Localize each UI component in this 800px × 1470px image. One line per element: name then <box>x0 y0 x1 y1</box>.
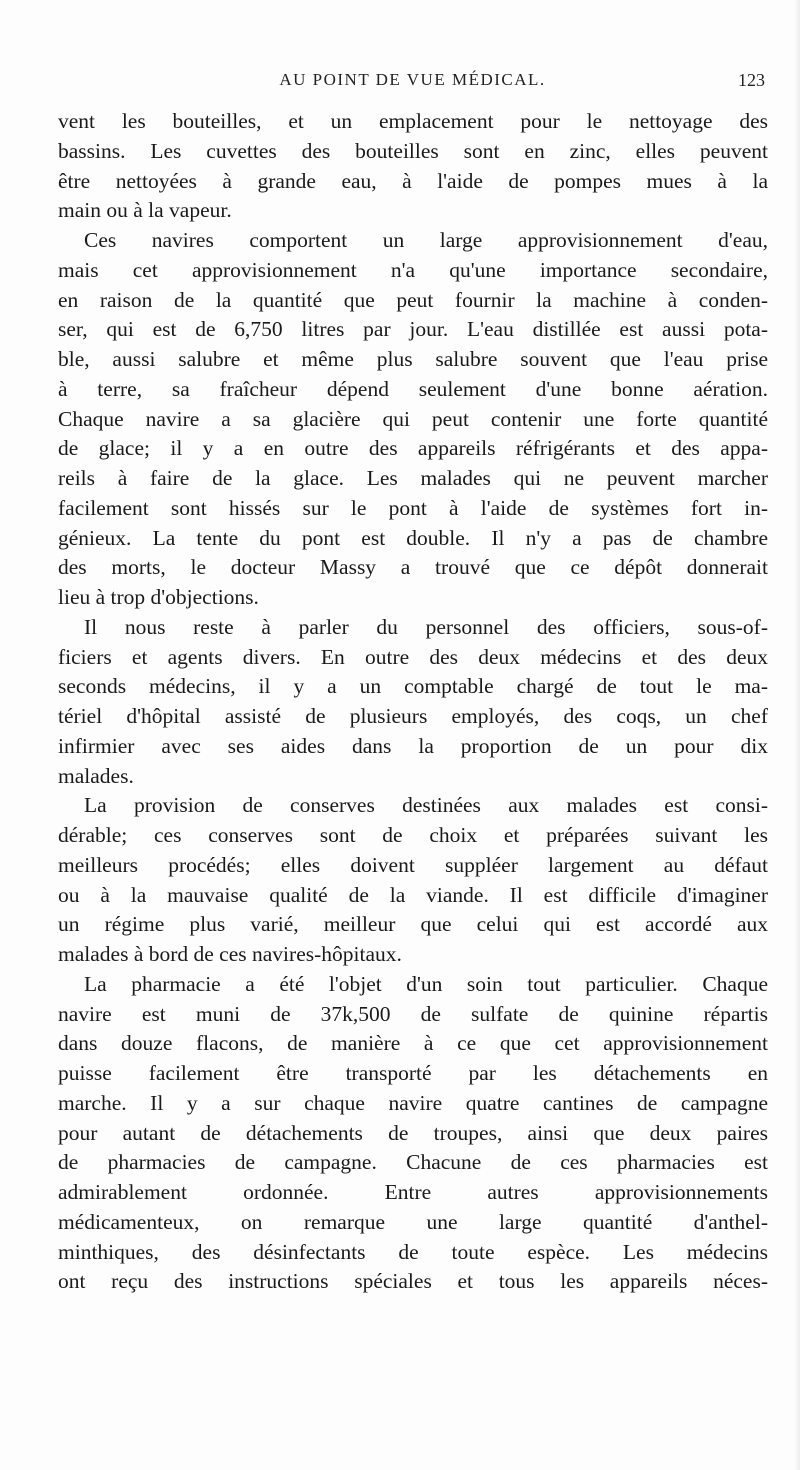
text-line: dérable; ces conserves sont de choix et préparées suivant les <box>58 823 768 847</box>
text-line: bassins. Les cuvettes des bouteilles sont en zinc, elles peuvent <box>58 138 768 163</box>
text-line: puisse facilement être transporté par les détachements en <box>58 1061 768 1085</box>
text-line: à terre, sa fraîcheur dépend seulement d'une bonne aération. <box>58 376 768 401</box>
text-line: La provision de conserves destinées aux malades est consi- <box>84 793 768 818</box>
text-line: Ces navires comportent un large approvisionnement d'eau, <box>84 228 768 252</box>
text-line: reils à faire de la glace. Les malades qui ne peuvent marcher <box>58 466 768 490</box>
text-line: de pharmacies de campagne. Chacune de ces pharmacies est <box>58 1150 768 1175</box>
text-line: La pharmacie a été l'objet d'un soin tout particulier. Chaque <box>84 971 768 996</box>
page-number: 123 <box>738 70 765 90</box>
text-line: Chaque navire a sa glacière qui peut contenir une forte quantité <box>58 406 768 431</box>
body-text <box>58 107 768 1297</box>
text-line: meilleurs procédés; elles doivent suppléer largement au défaut <box>58 852 768 877</box>
text-line: infirmier avec ses aides dans la proportion de un pour dix <box>58 733 768 758</box>
text-line: main ou à la vapeur. <box>58 198 232 223</box>
text-line: facilement sont hissés sur le pont à l'aide de systèmes fort in- <box>58 495 768 520</box>
text-line: malades. <box>58 763 134 788</box>
text-line: minthiques, des désinfectants de toute espèce. Les médecins <box>58 1239 768 1264</box>
text-line: pour autant de détachements de troupes, ainsi que deux paires <box>58 1120 768 1145</box>
text-line: médicamenteux, on remarque une large quantité d'anthel- <box>58 1209 768 1234</box>
text-line: un régime plus varié, meilleur que celui qui est accordé aux <box>58 912 768 937</box>
text-line: de glace; il y a en outre des appareils réfrigérants et des appa- <box>58 436 768 461</box>
text-line: vent les bouteilles, et un emplacement pour le nettoyage des <box>58 109 768 133</box>
text-line: mais cet approvisionnement n'a qu'une importance secondaire, <box>58 257 768 282</box>
text-line: dans douze flacons, de manière à ce que cet approvisionnement <box>58 1031 768 1056</box>
text-line: être nettoyées à grande eau, à l'aide de pompes mues à la <box>58 168 768 193</box>
page-edge-shadow <box>794 0 800 1470</box>
text-line: tériel d'hôpital assisté de plusieurs employés, des coqs, un chef <box>58 704 768 728</box>
text-line: génieux. La tente du pont est double. Il n'y a pas de chambre <box>58 525 768 550</box>
running-head <box>60 70 765 98</box>
text-line: des morts, le docteur Massy a trouvé que ce dépôt donnerait <box>58 555 768 580</box>
text-line: malades à bord de ces navires-hôpitaux. <box>58 942 402 966</box>
text-line: Il nous reste à parler du personnel des officiers, sous-of- <box>84 614 768 639</box>
text-line: ble, aussi salubre et même plus salubre souvent que l'eau prise <box>58 347 768 371</box>
running-title: AU POINT DE VUE MÉDICAL. <box>279 70 546 89</box>
text-line: en raison de la quantité que peut fournir la machine à conden- <box>58 287 768 312</box>
text-line: seconds médecins, il y a un comptable chargé de tout le ma- <box>58 674 768 699</box>
text-line: marche. Il y a sur chaque navire quatre cantines de campagne <box>58 1090 768 1115</box>
text-line: lieu à trop d'objections. <box>58 585 259 609</box>
text-line: ou à la mauvaise qualité de la viande. Il est difficile d'imaginer <box>58 882 768 907</box>
text-line: ser, qui est de 6,750 litres par jour. L'eau distillée est aussi pota- <box>58 317 768 342</box>
text-line: navire est muni de 37k,500 de sulfate de quinine répartis <box>58 1001 768 1026</box>
text-line: ficiers et agents divers. En outre des deux médecins et des deux <box>58 644 768 669</box>
text-line: admirablement ordonnée. Entre autres approvisionnements <box>58 1180 768 1204</box>
text-line: ont reçu des instructions spéciales et tous les appareils néces- <box>58 1269 768 1294</box>
